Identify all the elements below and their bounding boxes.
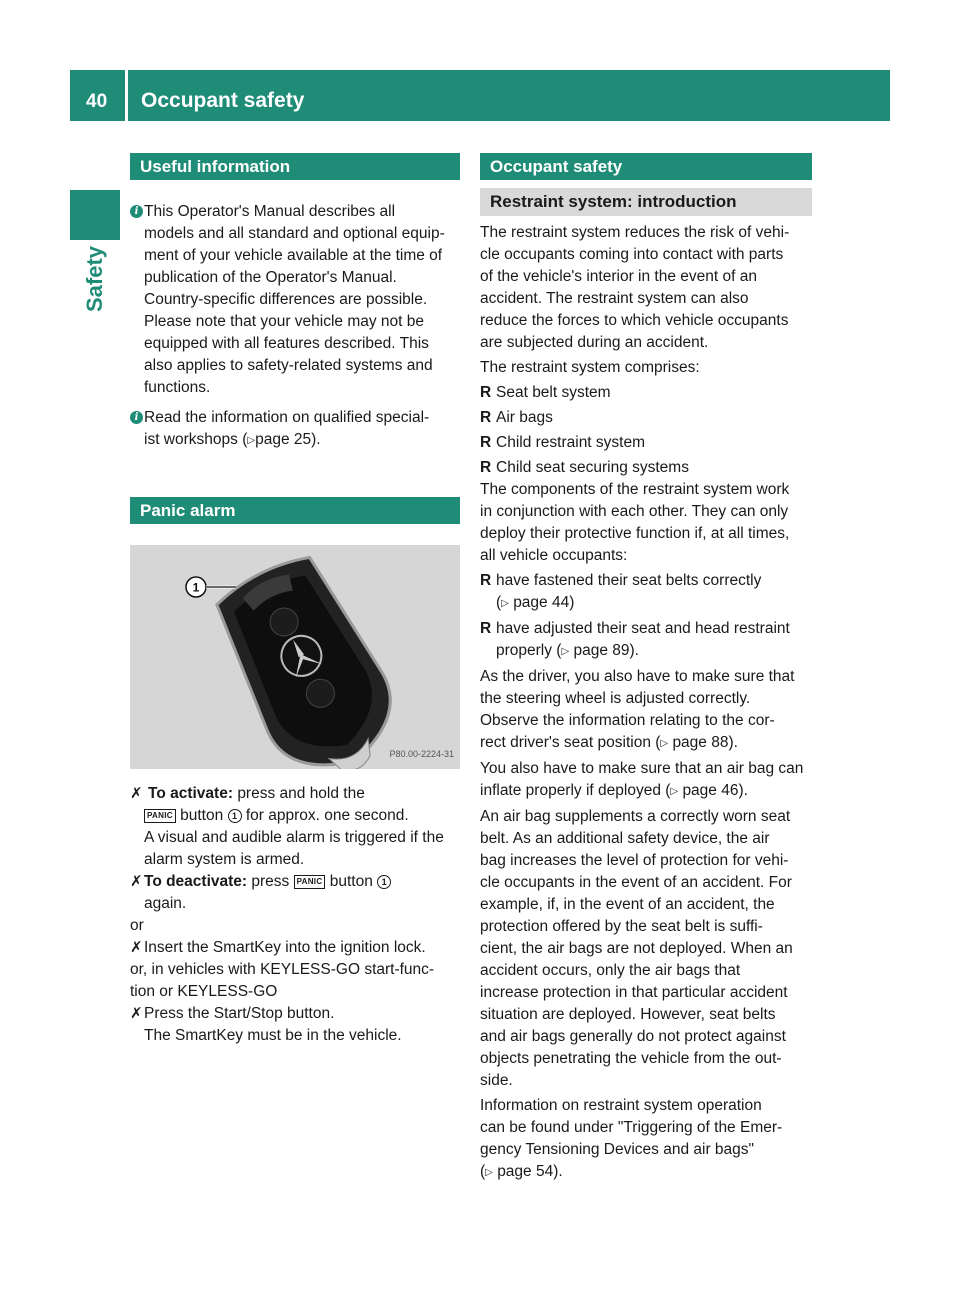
step-marker-icon: ✗: [130, 873, 143, 890]
activate-step: ✗ To activate: press and hold the PANIC button 1 for approx. one second. A visual and audible alarm is triggered if the alarm system is armed.: [130, 785, 444, 868]
header-bar: [70, 70, 890, 121]
page-number: 40: [86, 91, 108, 112]
useful-info-heading: Useful information: [130, 153, 460, 180]
callout-ref-icon: 1: [228, 809, 242, 823]
info-note-1: i This Operator's Manual describes all models and all standard and optional equip- ment of your vehicle available at the time of publication of the Operator's Manual. Country-specific differences are possible. Please note that your vehicle may not be equipped with all features described. This also applies to safety-related systems and functions.: [130, 201, 460, 399]
list-item: R have adjusted their seat and head restraint properly (▷ page 89).: [480, 620, 790, 659]
list-item: R Seat belt system: [480, 384, 611, 401]
callout-number: 1: [192, 580, 200, 595]
page-title: Occupant safety: [141, 89, 305, 112]
airbag-paragraph: You also have to make sure that an air bag can inflate properly if deployed (▷ page 46).: [480, 760, 804, 799]
side-tab-block: [70, 190, 120, 240]
intro-paragraph: The restraint system reduces the risk of vehi- cle occupants coming into contact with parts of the vehicle's interior in the event of an accident. The restraint system can also reduce the forces to which vehicle occupants are subjected during an accident.: [480, 224, 790, 351]
page-link[interactable]: page 44): [513, 594, 575, 611]
info-icon: i: [130, 205, 143, 218]
side-tab-label: Safety: [82, 245, 107, 312]
panic-alarm-heading: Panic alarm: [130, 497, 460, 524]
page-ref-arrow-icon: ▷: [247, 435, 256, 446]
info-note-2: i Read the information on qualified special- ist workshops (▷page 25).: [130, 407, 460, 452]
or-text-2: or, in vehicles with KEYLESS-GO start-func-: [130, 961, 435, 978]
page-ref-arrow-icon: ▷: [501, 598, 509, 609]
page-link[interactable]: page 46).: [682, 782, 748, 799]
page-link[interactable]: page 89).: [573, 642, 639, 659]
page-link[interactable]: page 54).: [497, 1163, 563, 1180]
info-icon: i: [130, 411, 143, 424]
left-column: Useful information i This Operator's Manual describes all models and all standard and optional equip- ment of your vehicle available at the time of publication of the Operator's Manual. Country-specific differences are possible. Please note that your vehicle may not be equipped with all features described. This also applies to safety-related systems and functions. i Read the information on qualified special- ist workshops (▷page 25). Panic alarm 1 P80.00-2224-31 ✗ To activate: press and hold the PANIC button 1 for approx. one second. A visual and audible alarm is triggered if the alarm system is armed. ✗ To deactivate: press PANIC button 1 again. or ✗ Insert the SmartKey into the ignition lock. or, in vehicles with KEYLESS-GO start-func- tion or KEYLESS-GO ✗ Press the Start/Stop button. The SmartKey must be in the vehicle.: [130, 153, 460, 1047]
header-divider: [125, 70, 128, 121]
page-ref-arrow-icon: ▷: [561, 646, 570, 657]
step-marker-icon: ✗: [130, 1005, 143, 1022]
smartkey-image: [130, 545, 460, 769]
restraint-intro-heading: Restraint system: introduction: [480, 188, 812, 216]
panic-button-icon: PANIC: [144, 809, 176, 823]
deactivate-step: ✗ To deactivate: press PANIC button 1 again.: [130, 871, 460, 915]
step-marker-icon: ✗: [130, 785, 143, 802]
figure-code: P80.00-2224-31: [389, 749, 454, 759]
right-column: [480, 153, 812, 1184]
page-ref-arrow-icon: ▷: [670, 786, 679, 797]
or-text: or: [130, 917, 144, 934]
panic-button-icon: PANIC: [294, 875, 326, 889]
list-item: R Air bags: [480, 409, 553, 426]
list-item: R Child restraint system: [480, 434, 646, 451]
smartkey-figure: [130, 545, 460, 769]
driver-paragraph: As the driver, you also have to make sure that the steering wheel is adjusted correctly. Observe the information relating to the cor- rect driver's seat position (▷ page 88).: [480, 668, 795, 751]
list-item: R Child seat securing systems: [480, 459, 689, 476]
list-item: R have fastened their seat belts correctly (▷ page 44): [480, 572, 762, 611]
page-link[interactable]: page 25).: [255, 431, 321, 448]
page-link[interactable]: page 88).: [672, 734, 738, 751]
callout-ref-icon: 1: [377, 875, 391, 889]
press-step: ✗ Press the Start/Stop button. The SmartKey must be in the vehicle.: [130, 1005, 402, 1044]
insert-step: ✗ Insert the SmartKey into the ignition lock.: [130, 937, 460, 959]
comprises-text: The restraint system comprises:: [480, 359, 700, 376]
work-together-paragraph: The components of the restraint system work in conjunction with each other. They can only deploy their protective function if, at all times, all vehicle occupants:: [480, 481, 790, 564]
page-ref-arrow-icon: ▷: [485, 1167, 493, 1178]
step-marker-icon: ✗: [130, 939, 143, 956]
supplement-paragraph: An air bag supplements a correctly worn seat belt. As an additional safety device, the air bag increases the level of protection for vehi- cle occupants in the event of an accident. For example, if, in the event of an accident, the protection offered by the seat belt is suffi- cient, the air bags are not deployed. When an accident occurs, only the air bags that increase protection in that particular accident situation are deployed. However, seat belts and air bags generally do not protect against objects penetrating the vehicle from the out- side.: [480, 808, 793, 1089]
info-operation-paragraph: Information on restraint system operation can be found under "Triggering of the Emer- gency Tensioning Devices and air bags" (▷ page 54).: [480, 1097, 783, 1180]
page-ref-arrow-icon: ▷: [660, 738, 669, 749]
occupant-safety-heading: Occupant safety: [480, 153, 812, 180]
